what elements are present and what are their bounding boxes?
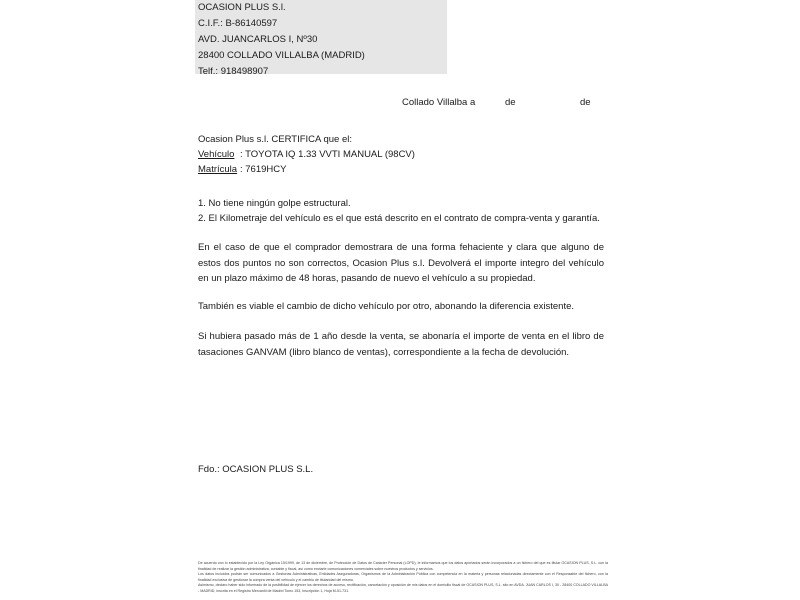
valuation-paragraph: Si hubiera pasado más de 1 año desde la venta, se abonaría el importe de venta en el libro de tasaciones GANVAM (libro blanco de ventas), correspondiente a la fecha de devolución. — [198, 331, 604, 358]
footer-paragraph: Asimismo, declaro haber sido informado de la posibilidad de ejercer los derechos de acceso, rectificación, cancelación y oposición de mis datos en el domicilio fiscal de OCASION PLUS, S.L. sito en AVDA. JUAN CARLOS I, 30 - 28400 COLLADO VILLALBA - MADRID, inscrita en el Registro Mercantil de Madrid Tomo 153, Inscripción 1, Hoja M-51-731. — [198, 583, 608, 593]
point-1: 1. No tiene ningún golpe estructural. — [198, 198, 351, 209]
footer-paragraph: Los datos incluidos podrán ser comunicados a Gestorías Administrativas, Entidades Aseguradoras, Organismos de la Administración Pública con competencia en la materia y personas relacionadas directamente con el Responsable del fichero, con la finalidad exclusiva de gestionar la compra venta del vehículo y el cambio de titularidad del mismo. — [198, 572, 608, 582]
company-header — [195, 0, 447, 77]
exchange-paragraph: También es viable el cambio de dicho vehículo por otro, abonando la diferencia existente. — [198, 301, 575, 312]
company-cif: C.I.F.: B-86140597 — [198, 18, 278, 29]
date-place: Collado Villalba a — [402, 97, 476, 108]
footer-paragraph: De acuerdo con lo establecido por la Ley Orgánica 15/1999, de 13 de diciembre, de Protección de Datos de Carácter Personal (LOPD), le informamos que los datos aportados serán incorporados a un fichero del que es titular OCASION PLUS, S.L. con la finalidad de realizar la gestión administrativa, contable y fiscal, así como enviarle comunicaciones comerciales sobre nuestros productos y servicios. — [198, 561, 608, 571]
vehicle-value: : TOYOTA IQ 1.33 VVTI MANUAL (98CV) — [240, 149, 415, 160]
vehicle-label: Vehículo — [198, 149, 235, 160]
date-de-2: de — [580, 97, 591, 108]
plate-value: : 7619HCY — [240, 164, 287, 175]
company-city: 28400 COLLADO VILLALBA (MADRID) — [198, 50, 365, 61]
refund-paragraph: En el caso de que el comprador demostrara de una forma fehaciente y clara que alguno de estos dos puntos no son correctos, Ocasion Plus s.l. Devolverá el importe integro del vehículo en un plazo máximo de 48 horas, pasando de nuevo el vehículo a su propiedad. — [198, 242, 604, 284]
point-2: 2. El Kilometraje del vehículo es el que está descrito en el contrato de compra-venta y garantía. — [198, 213, 600, 224]
company-phone: Telf.: 918498907 — [198, 66, 269, 77]
signature-line: Fdo.: OCASION PLUS S.L. — [198, 464, 314, 475]
legal-footer — [198, 561, 608, 595]
certifies-statement: Ocasion Plus s.l. CERTIFICA que el: — [198, 134, 352, 145]
date-de-1: de — [505, 97, 516, 108]
company-name: OCASION PLUS S.l. — [198, 2, 286, 13]
company-address: AVD. JUANCARLOS I, Nº30 — [198, 34, 318, 45]
plate-label: Matrícula — [198, 164, 238, 175]
